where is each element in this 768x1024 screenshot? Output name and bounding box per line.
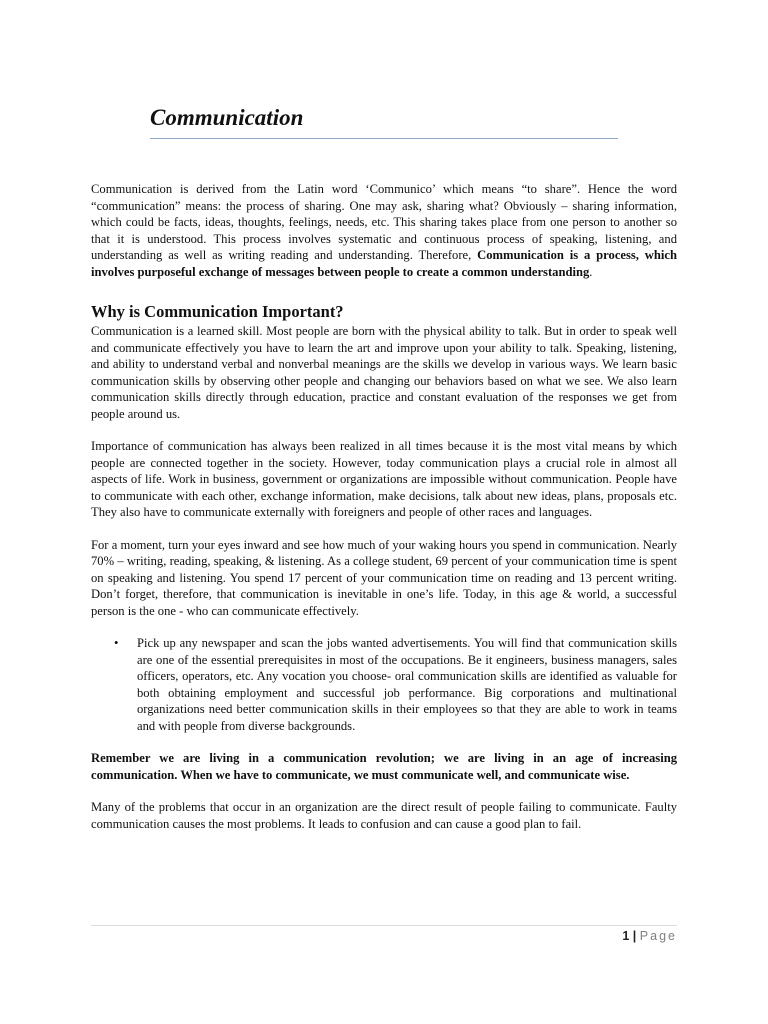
footer-separator: |: [632, 929, 637, 943]
footer-divider: [91, 925, 677, 926]
title-underline: [150, 138, 618, 139]
document-body: [91, 181, 677, 832]
bullet-list: [91, 635, 677, 734]
bullet-icon: •: [114, 636, 119, 650]
page-number: 1: [622, 929, 630, 943]
intro-paragraph: [91, 181, 677, 280]
paragraph-time-spent: For a moment, turn your eyes inward and see how much of your waking hours you spend in communication. Nearly 70% – writing, reading, speaking, & listening. As a college student, 69 percent of your communication time is spent on speaking and listening. You spend 17 percent of your communication time on reading and 13 percent writing. Don’t forget, therefore, that communication is inevitable in one’s life. Today, in this age & world, a successful person is the one - who can communicate effectively.: [91, 537, 677, 618]
page-label: Page: [639, 929, 677, 943]
list-item: [114, 635, 677, 734]
intro-text: Communication is derived from the Latin word ‘Communico’ which means “to share”. Hence the word “communication” means: the process of sharing. One may ask, sharing what? Obviously – sharing information, which could be facts, ideas, thoughts, feelings, needs, etc. This sharing takes place from one person to another so that it is understood. This process involves systematic and continuous process of speaking, listening, and understanding as well as writing reading and understanding. Therefore,: [91, 182, 677, 262]
paragraph-learned-skill: Communication is a learned skill. Most people are born with the physical ability to talk. But in order to speak well and communicate effectively you have to learn the art and improve upon your ability to talk. Speaking, listening, and ability to understand verbal and nonverbal meanings are the skills we develop in various ways. We learn basic communication skills by observing other people and changing our behaviors based on what we see. We also learn communication skills directly through education, practice and constant evaluation of the responses we get from people around us.: [91, 324, 677, 421]
section-heading: Why is Communication Important?: [91, 302, 344, 321]
intro-bold-text: Communication is a process, which involves purposeful exchange of messages between people to create a common understanding: [91, 248, 677, 279]
emphasis-paragraph: Remember we are living in a communication revolution; we are living in an age of increasing communication. When we have to communicate, we must communicate well, and communicate wise.: [91, 751, 677, 782]
intro-end: .: [589, 264, 593, 279]
paragraph-problems: Many of the problems that occur in an organization are the direct result of people failing to communicate. Faulty communication causes the most problems. It leads to confusion and can cause a good plan to fail.: [91, 800, 677, 831]
list-item-text: Pick up any newspaper and scan the jobs wanted advertisements. You will find that communication skills are one of the essential prerequisites in most of the occupations. Be it engineers, business managers, sales officers, operators, etc. Any vocation you choose- oral communication skills are identified as valuable for both obtaining employment and successful job performance. Big corporations and multinational organizations need better communication skills in their employees so that they are able to work in teams and with people from diverse backgrounds.: [137, 636, 677, 733]
paragraph-importance: Importance of communication has always been realized in all times because it is the most vital means by which people are connected together in the society. However, today communication plays a crucial role in almost all aspects of life. Work in business, government or organizations are impossible without communication. People have to communicate with each other, exchange information, make decisions, talk about new ideas, plans, proposals etc. They also have to communicate externally with foreigners and people of other races and languages.: [91, 439, 677, 519]
page-footer: [622, 929, 677, 943]
document-title: Communication: [150, 105, 304, 130]
